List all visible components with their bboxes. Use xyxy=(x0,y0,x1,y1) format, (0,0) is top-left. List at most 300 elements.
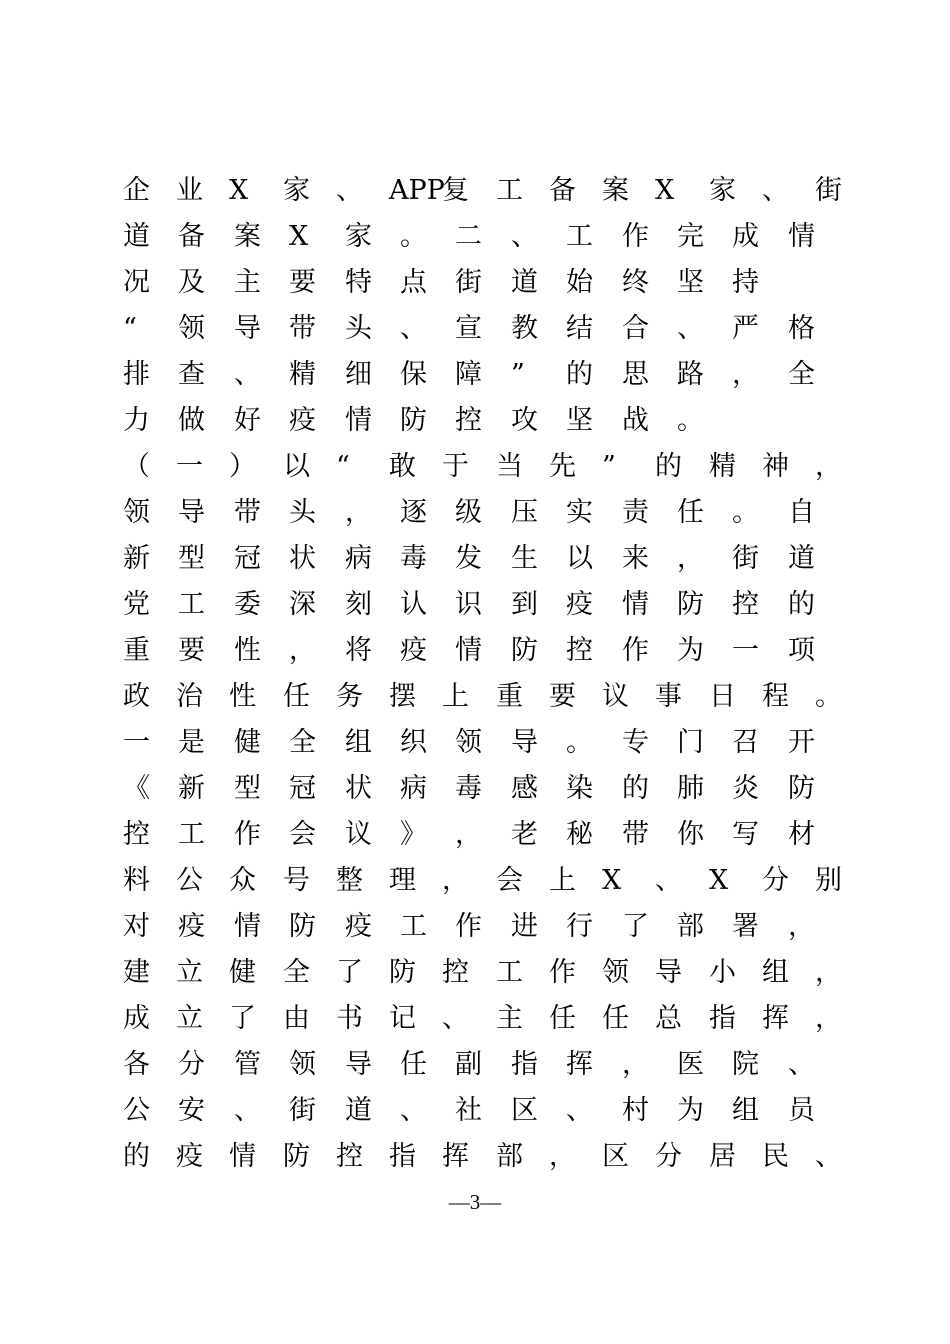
text-glyph: 区 xyxy=(602,1141,629,1172)
text-glyph: 、 xyxy=(566,1095,593,1126)
text-glyph: ， xyxy=(345,497,372,528)
text-glyph: 议 xyxy=(602,681,629,712)
text-glyph: 深 xyxy=(289,589,316,620)
text-line xyxy=(123,582,843,628)
body-text xyxy=(123,168,843,1180)
text-glyph: 务 xyxy=(336,681,363,712)
text-glyph: 、 xyxy=(815,1141,842,1172)
text-glyph: 带 xyxy=(622,819,649,850)
text-glyph: 全 xyxy=(788,359,815,390)
text-glyph: 先 xyxy=(549,451,576,482)
text-glyph: 情 xyxy=(229,1141,256,1172)
text-glyph: 状 xyxy=(289,543,316,574)
text-glyph: 署 xyxy=(732,911,759,942)
text-glyph: 控 xyxy=(566,635,593,666)
text-glyph: 以 xyxy=(566,543,593,574)
text-glyph: 带 xyxy=(289,313,316,344)
text-glyph: 精 xyxy=(289,359,316,390)
text-glyph: 立 xyxy=(176,957,203,988)
text-glyph: 《 xyxy=(123,773,150,804)
text-glyph: 织 xyxy=(400,727,427,758)
text-glyph: 肺 xyxy=(677,773,704,804)
text-glyph: 情 xyxy=(455,635,482,666)
text-glyph: 街 xyxy=(289,1095,316,1126)
text-glyph: 企 xyxy=(123,175,150,206)
text-glyph: 众 xyxy=(229,865,256,896)
text-glyph: 民 xyxy=(762,1141,789,1172)
text-glyph: 病 xyxy=(345,543,372,574)
text-glyph: ， xyxy=(622,1049,649,1080)
text-glyph: 全 xyxy=(283,957,310,988)
text-glyph: 立 xyxy=(176,1003,203,1034)
text-glyph: 的 xyxy=(123,1141,150,1172)
text-line xyxy=(123,536,843,582)
text-glyph: ， xyxy=(442,865,469,896)
text-glyph: 的 xyxy=(566,359,593,390)
text-glyph: 领 xyxy=(455,727,482,758)
text-line xyxy=(123,950,843,996)
text-glyph: 建 xyxy=(123,957,150,988)
text-glyph: X xyxy=(655,175,675,206)
text-glyph: 了 xyxy=(229,1003,256,1034)
text-glyph: 工 xyxy=(178,589,205,620)
text-glyph: 对 xyxy=(123,911,150,942)
text-line xyxy=(123,260,843,306)
text-glyph: 情 xyxy=(622,589,649,620)
text-glyph: 控 xyxy=(442,957,469,988)
text-glyph: 备 xyxy=(549,175,576,206)
text-line xyxy=(123,720,843,766)
text-glyph: 、 xyxy=(442,1003,469,1034)
text-glyph: 冠 xyxy=(289,773,316,804)
text-glyph: 控 xyxy=(455,405,482,436)
text-glyph: 情 xyxy=(234,911,261,942)
text-glyph: 公 xyxy=(176,865,203,896)
text-glyph: 程 xyxy=(762,681,789,712)
text-glyph: 况 xyxy=(123,267,150,298)
text-glyph: 级 xyxy=(455,497,482,528)
text-glyph: 坚 xyxy=(677,267,704,298)
text-glyph: 。 xyxy=(815,681,842,712)
text-glyph: 终 xyxy=(622,267,649,298)
text-line xyxy=(123,996,843,1042)
text-glyph: 头 xyxy=(345,313,372,344)
text-glyph: 公 xyxy=(123,1095,150,1126)
text-line xyxy=(123,1134,843,1180)
text-glyph: 一 xyxy=(732,635,759,666)
text-glyph: 疫 xyxy=(176,1141,203,1172)
text-glyph: 议 xyxy=(345,819,372,850)
text-glyph: 复 xyxy=(442,175,469,206)
text-glyph: 的 xyxy=(622,773,649,804)
text-glyph: 专 xyxy=(622,727,649,758)
text-glyph: ， xyxy=(815,957,842,988)
text-glyph: 作 xyxy=(622,635,649,666)
text-glyph: 一 xyxy=(176,451,203,482)
text-glyph: 挥 xyxy=(442,1141,469,1172)
text-glyph: 性 xyxy=(229,681,256,712)
text-glyph: 会 xyxy=(496,865,523,896)
text-glyph: 冠 xyxy=(234,543,261,574)
text-glyph: 召 xyxy=(732,727,759,758)
text-glyph: 导 xyxy=(345,1049,372,1080)
text-glyph: 查 xyxy=(178,359,205,390)
text-glyph: 指 xyxy=(511,1049,538,1080)
text-glyph: 导 xyxy=(511,727,538,758)
text-glyph: 细 xyxy=(345,359,372,390)
text-glyph: 染 xyxy=(566,773,593,804)
text-glyph: 疫 xyxy=(289,405,316,436)
page-number: —3— xyxy=(448,1190,502,1214)
text-glyph: 领 xyxy=(178,313,205,344)
text-glyph: 疫 xyxy=(178,911,205,942)
text-glyph: 。 xyxy=(400,221,427,252)
text-glyph: 秘 xyxy=(566,819,593,850)
text-glyph: 全 xyxy=(289,727,316,758)
text-glyph: ， xyxy=(788,911,815,942)
text-glyph: 村 xyxy=(622,1095,649,1126)
text-glyph: 将 xyxy=(345,635,372,666)
text-glyph: 领 xyxy=(602,957,629,988)
text-line xyxy=(123,168,843,214)
text-glyph: 医 xyxy=(677,1049,704,1080)
text-glyph: 宣 xyxy=(455,313,482,344)
text-glyph: 领 xyxy=(123,497,150,528)
text-glyph: 理 xyxy=(389,865,416,896)
text-glyph: 及 xyxy=(178,267,205,298)
text-glyph: 区 xyxy=(511,1095,538,1126)
text-glyph: 是 xyxy=(178,727,205,758)
text-glyph: 结 xyxy=(566,313,593,344)
text-glyph: 。 xyxy=(566,727,593,758)
text-glyph: 分 xyxy=(762,865,789,896)
text-glyph: 会 xyxy=(289,819,316,850)
text-glyph: 道 xyxy=(511,267,538,298)
text-glyph: 成 xyxy=(123,1003,150,1034)
text-glyph: 上 xyxy=(442,681,469,712)
text-glyph: 好 xyxy=(234,405,261,436)
text-glyph: 刻 xyxy=(345,589,372,620)
text-glyph: 防 xyxy=(788,773,815,804)
text-glyph: 带 xyxy=(234,497,261,528)
text-glyph: 组 xyxy=(732,1095,759,1126)
text-glyph: 状 xyxy=(345,773,372,804)
text-glyph: 、 xyxy=(400,313,427,344)
text-glyph: 组 xyxy=(345,727,372,758)
text-glyph: 指 xyxy=(389,1141,416,1172)
text-glyph: 材 xyxy=(788,819,815,850)
text-glyph: 压 xyxy=(511,497,538,528)
text-glyph: 开 xyxy=(788,727,815,758)
text-glyph: 重 xyxy=(123,635,150,666)
text-glyph: 整 xyxy=(336,865,363,896)
text-glyph: 院 xyxy=(732,1049,759,1080)
text-glyph: 任 xyxy=(677,497,704,528)
text-glyph: 摆 xyxy=(389,681,416,712)
text-glyph: 员 xyxy=(788,1095,815,1126)
text-glyph: 以 xyxy=(283,451,310,482)
text-glyph: 要 xyxy=(178,635,205,666)
text-glyph: 副 xyxy=(455,1049,482,1080)
text-glyph: 、 xyxy=(511,221,538,252)
text-glyph: 门 xyxy=(677,727,704,758)
text-glyph: 挥 xyxy=(762,1003,789,1034)
text-glyph: 了 xyxy=(336,957,363,988)
text-glyph: 部 xyxy=(496,1141,523,1172)
text-glyph: 排 xyxy=(123,359,150,390)
text-glyph: 日 xyxy=(709,681,736,712)
text-glyph: X xyxy=(289,221,309,252)
text-glyph: 、 xyxy=(234,359,261,390)
text-glyph: 组 xyxy=(762,957,789,988)
text-glyph: 控 xyxy=(732,589,759,620)
text-glyph: 、 xyxy=(234,1095,261,1126)
text-glyph: 事 xyxy=(655,681,682,712)
text-glyph: ” xyxy=(511,359,525,390)
text-glyph: 政 xyxy=(123,681,150,712)
text-glyph: 任 xyxy=(549,1003,576,1034)
text-glyph: 号 xyxy=(283,865,310,896)
text-glyph: ， xyxy=(815,1003,842,1034)
text-glyph: 导 xyxy=(655,957,682,988)
text-glyph: 街 xyxy=(455,267,482,298)
text-glyph: 防 xyxy=(511,635,538,666)
text-glyph: 各 xyxy=(123,1049,150,1080)
text-glyph: 防 xyxy=(389,957,416,988)
text-glyph: 别 xyxy=(815,865,842,896)
text-glyph: 居 xyxy=(709,1141,736,1172)
text-glyph: 为 xyxy=(677,635,704,666)
text-glyph: 工 xyxy=(400,911,427,942)
text-glyph: 点 xyxy=(400,267,427,298)
text-glyph: 小 xyxy=(709,957,736,988)
text-glyph: 毒 xyxy=(455,773,482,804)
text-glyph: 工 xyxy=(496,175,523,206)
text-glyph: 防 xyxy=(283,1141,310,1172)
text-glyph: 于 xyxy=(442,451,469,482)
text-glyph: 性 xyxy=(234,635,261,666)
text-glyph: 挥 xyxy=(566,1049,593,1080)
text-glyph: 你 xyxy=(677,819,704,850)
text-glyph: 。 xyxy=(677,405,704,436)
text-glyph: 障 xyxy=(455,359,482,390)
text-glyph: 特 xyxy=(345,267,372,298)
text-line xyxy=(123,398,843,444)
text-glyph: 的 xyxy=(655,451,682,482)
text-glyph: 、 xyxy=(677,313,704,344)
text-glyph: 坚 xyxy=(566,405,593,436)
text-glyph: 、 xyxy=(788,1049,815,1080)
text-glyph: 认 xyxy=(400,589,427,620)
text-glyph: 识 xyxy=(455,589,482,620)
text-glyph: 作 xyxy=(455,911,482,942)
text-glyph: 健 xyxy=(234,727,261,758)
text-glyph: ” xyxy=(602,451,616,482)
text-glyph: ， xyxy=(455,819,482,850)
text-glyph: APP xyxy=(389,175,445,206)
text-line xyxy=(123,674,843,720)
text-glyph: 防 xyxy=(677,589,704,620)
text-glyph: 教 xyxy=(511,313,538,344)
text-glyph: 防 xyxy=(400,405,427,436)
text-glyph: 街 xyxy=(815,175,842,206)
text-glyph: 健 xyxy=(229,957,256,988)
text-glyph: 敢 xyxy=(389,451,416,482)
text-glyph: 情 xyxy=(345,405,372,436)
text-glyph: 领 xyxy=(289,1049,316,1080)
text-glyph: 导 xyxy=(234,313,261,344)
text-line xyxy=(123,766,843,812)
text-glyph: 成 xyxy=(732,221,759,252)
text-glyph: 持 xyxy=(732,267,759,298)
text-glyph: 严 xyxy=(732,313,759,344)
text-glyph: 写 xyxy=(732,819,759,850)
text-glyph: 路 xyxy=(677,359,704,390)
text-glyph: 一 xyxy=(123,727,150,758)
text-glyph: 神 xyxy=(762,451,789,482)
text-glyph: 攻 xyxy=(511,405,538,436)
text-glyph: 毒 xyxy=(400,543,427,574)
text-glyph: 道 xyxy=(788,543,815,574)
text-glyph: 作 xyxy=(234,819,261,850)
text-glyph: 治 xyxy=(176,681,203,712)
text-line xyxy=(123,812,843,858)
text-glyph: 案 xyxy=(234,221,261,252)
text-glyph: 要 xyxy=(289,267,316,298)
text-glyph: 完 xyxy=(677,221,704,252)
text-glyph: 进 xyxy=(511,911,538,942)
text-glyph: 为 xyxy=(677,1095,704,1126)
text-glyph: 》 xyxy=(400,819,427,850)
text-glyph: 主 xyxy=(234,267,261,298)
text-glyph: 、 xyxy=(655,865,682,896)
text-glyph: 自 xyxy=(788,497,815,528)
text-glyph: 备 xyxy=(178,221,205,252)
text-glyph: 疫 xyxy=(345,911,372,942)
text-glyph: 疫 xyxy=(400,635,427,666)
text-glyph: 了 xyxy=(622,911,649,942)
text-glyph: ， xyxy=(732,359,759,390)
text-glyph: 部 xyxy=(677,911,704,942)
text-glyph: 工 xyxy=(178,819,205,850)
text-glyph: ， xyxy=(289,635,316,666)
text-line xyxy=(123,444,843,490)
text-glyph: 家 xyxy=(709,175,736,206)
text-glyph: 项 xyxy=(788,635,815,666)
text-glyph: 来 xyxy=(622,543,649,574)
text-glyph: 指 xyxy=(709,1003,736,1034)
text-line xyxy=(123,352,843,398)
text-line xyxy=(123,858,843,904)
text-glyph: 保 xyxy=(400,359,427,390)
text-glyph: 始 xyxy=(566,267,593,298)
text-glyph: 二 xyxy=(455,221,482,252)
text-glyph: 案 xyxy=(602,175,629,206)
text-glyph: 战 xyxy=(622,405,649,436)
text-glyph: 分 xyxy=(655,1141,682,1172)
text-glyph: 总 xyxy=(655,1003,682,1034)
text-glyph: 业 xyxy=(176,175,203,206)
text-glyph: 感 xyxy=(511,773,538,804)
text-glyph: 料 xyxy=(123,865,150,896)
text-glyph: 家 xyxy=(283,175,310,206)
text-glyph: 精 xyxy=(709,451,736,482)
text-glyph: 生 xyxy=(511,543,538,574)
text-glyph: X xyxy=(709,865,729,896)
text-glyph: 头 xyxy=(289,497,316,528)
text-glyph: “ xyxy=(123,313,137,344)
text-glyph: 行 xyxy=(566,911,593,942)
text-glyph: ， xyxy=(815,451,842,482)
text-glyph: 疫 xyxy=(566,589,593,620)
text-glyph: 防 xyxy=(289,911,316,942)
text-glyph: 炎 xyxy=(732,773,759,804)
text-glyph: 格 xyxy=(788,313,815,344)
text-glyph: 家 xyxy=(345,221,372,252)
text-glyph: 新 xyxy=(123,543,150,574)
text-glyph: 党 xyxy=(123,589,150,620)
text-glyph: 作 xyxy=(622,221,649,252)
text-glyph: 老 xyxy=(511,819,538,850)
text-glyph: 当 xyxy=(496,451,523,482)
text-line xyxy=(123,1042,843,1088)
text-glyph: 安 xyxy=(178,1095,205,1126)
text-glyph: 街 xyxy=(732,543,759,574)
text-glyph: 重 xyxy=(496,681,523,712)
text-glyph: 分 xyxy=(178,1049,205,1080)
text-glyph: 逐 xyxy=(400,497,427,528)
text-glyph: 情 xyxy=(788,221,815,252)
text-glyph: 道 xyxy=(123,221,150,252)
text-glyph: 责 xyxy=(622,497,649,528)
text-glyph: ） xyxy=(229,451,256,482)
text-glyph: 合 xyxy=(622,313,649,344)
text-glyph: 型 xyxy=(234,773,261,804)
text-glyph: 、 xyxy=(336,175,363,206)
text-line xyxy=(123,306,843,352)
text-line xyxy=(123,490,843,536)
text-glyph: 发 xyxy=(455,543,482,574)
text-glyph: 道 xyxy=(345,1095,372,1126)
text-line xyxy=(123,214,843,260)
text-glyph: 控 xyxy=(123,819,150,850)
text-glyph: 作 xyxy=(549,957,576,988)
text-glyph: 控 xyxy=(336,1141,363,1172)
text-glyph: 新 xyxy=(178,773,205,804)
text-glyph: 要 xyxy=(549,681,576,712)
text-glyph: 工 xyxy=(496,957,523,988)
text-glyph: 型 xyxy=(178,543,205,574)
text-glyph: ， xyxy=(677,543,704,574)
text-glyph: 病 xyxy=(400,773,427,804)
text-glyph: X xyxy=(229,175,249,206)
text-glyph: 。 xyxy=(732,497,759,528)
text-glyph: 上 xyxy=(549,865,576,896)
text-line xyxy=(123,1088,843,1134)
text-glyph: 记 xyxy=(389,1003,416,1034)
text-glyph: 由 xyxy=(283,1003,310,1034)
text-glyph: 管 xyxy=(234,1049,261,1080)
text-glyph: 、 xyxy=(400,1095,427,1126)
text-glyph: X xyxy=(602,865,622,896)
text-glyph: 社 xyxy=(455,1095,482,1126)
text-glyph: （ xyxy=(123,451,150,482)
text-glyph: 的 xyxy=(788,589,815,620)
text-glyph: “ xyxy=(336,451,350,482)
text-glyph: 导 xyxy=(178,497,205,528)
text-glyph: 任 xyxy=(602,1003,629,1034)
text-glyph: 到 xyxy=(511,589,538,620)
